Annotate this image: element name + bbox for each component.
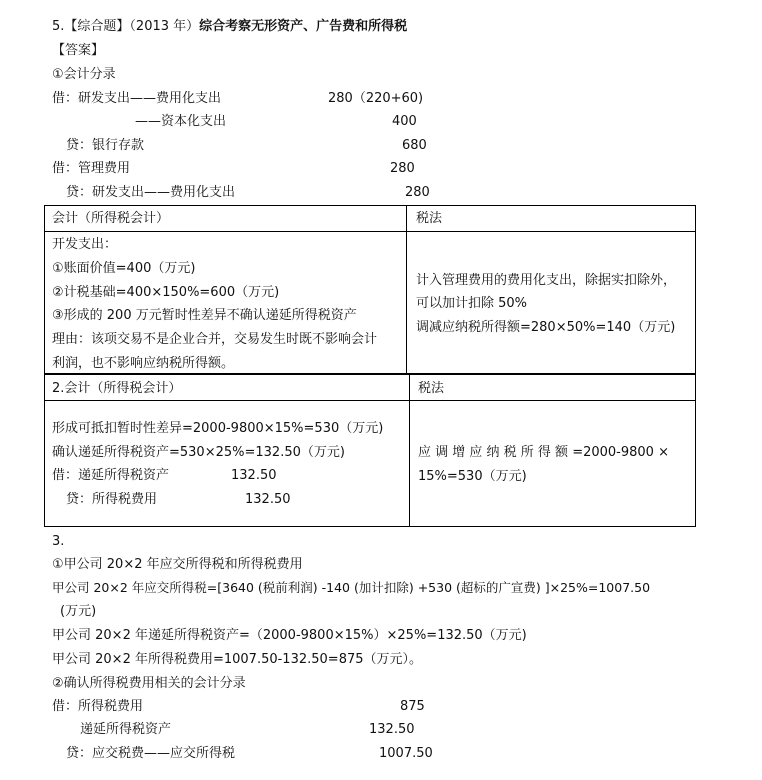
table1-left-line: ③形成的 200 万元暂时性差异不确认递延所得税资产: [52, 308, 357, 323]
entry-amount: 280（220+60): [328, 91, 424, 106]
part3-calc1-cont: (万元): [60, 604, 97, 619]
table2-left-line: 形成可抵扣暂时性差异=2000-9800×15%=530（万元): [52, 421, 384, 436]
table1-right-line: 调减应纳税所得额=280×50%=140（万元): [416, 320, 676, 335]
entry-amount: 280: [390, 161, 415, 176]
entry-amount: 132.50: [231, 468, 277, 483]
table-divider: [44, 400, 696, 401]
table2-right-line: 应 调 增 应 纳 税 所 得 额 =2000-9800 ×: [418, 445, 669, 460]
table1-right-line: 可以加计扣除 50%: [416, 296, 528, 311]
part3-calc1: 甲公司 20×2 年应交所得税=[3640 (税前利润) -140 (加计扣除) +530 (超标的广宣费) ]×25%=1007.50: [52, 580, 651, 595]
entry-amount: 680: [402, 138, 427, 153]
question-title: 综合考察无形资产、广告费和所得税: [199, 19, 408, 34]
table1-right-line: 计入管理费用的费用化支出，除据实扣除外，: [416, 273, 677, 288]
entry-amount: 132.50: [369, 722, 415, 737]
entry-amount: 1007.50: [379, 746, 433, 761]
table1-left-line: 利润，也不影响应纳税所得额。: [52, 356, 235, 371]
table-divider: [406, 205, 407, 374]
entry-account: 贷：应交税费——应交所得税: [66, 746, 236, 761]
entry-amount: 400: [392, 114, 417, 129]
entry-amount: 132.50: [245, 492, 291, 507]
entry-account: 借：递延所得税资产: [52, 468, 170, 483]
question-number: 5.: [52, 19, 65, 34]
table-divider: [409, 374, 410, 527]
part1-heading: ①会计分录: [52, 67, 116, 82]
table2-left-line: 确认递延所得税资产=530×25%=132.50（万元): [52, 445, 345, 460]
table-divider: [44, 231, 696, 232]
entry-account: 贷：研发支出——费用化支出: [66, 185, 236, 200]
table2-right-header: 税法: [418, 381, 445, 396]
part3-sub2: ②确认所得税费用相关的会计分录: [52, 676, 246, 691]
table1-left-line: ①账面价值=400（万元): [52, 261, 196, 276]
entry-account: 贷：银行存款: [66, 138, 145, 153]
table1-left-line: 开发支出：: [52, 237, 118, 252]
entry-amount: 280: [405, 185, 430, 200]
entry-amount: 875: [400, 699, 425, 714]
part3-calc2: 甲公司 20×2 年递延所得税资产=（2000-9800×15%）×25%=132.50（万元): [52, 628, 527, 643]
table1-left-line: ②计税基础=400×150%=600（万元): [52, 285, 280, 300]
question-header: [52, 20, 407, 33]
table2-right-line: 15%=530（万元): [418, 469, 527, 484]
question-type: 【综合题】: [64, 19, 130, 34]
question-year: （2013 年）: [129, 19, 200, 34]
entry-account: 贷：所得税费用: [66, 492, 158, 507]
entry-account: 借：管理费用: [52, 161, 131, 176]
entry-account: ——资本化支出: [135, 114, 227, 129]
part3-calc3: 甲公司 20×2 年所得税费用=1007.50-132.50=875（万元）。: [52, 652, 423, 667]
entry-account: 递延所得税资产: [80, 722, 172, 737]
part3-sub1: ①甲公司 20×2 年应交所得税和所得税费用: [52, 557, 303, 572]
part3-number: 3.: [52, 534, 65, 549]
answer-label: 【答案】: [52, 43, 105, 58]
table1-left-header: 会计（所得税会计）: [52, 211, 170, 226]
table1-right-header: 税法: [416, 211, 443, 226]
entry-account: 借：所得税费用: [52, 699, 144, 714]
table2-left-header: 2.会计（所得税会计）: [52, 381, 182, 396]
entry-account: 借：研发支出——费用化支出: [52, 91, 222, 106]
table1-left-line: 理由：该项交易不是企业合并，交易发生时既不影响会计: [52, 332, 378, 347]
